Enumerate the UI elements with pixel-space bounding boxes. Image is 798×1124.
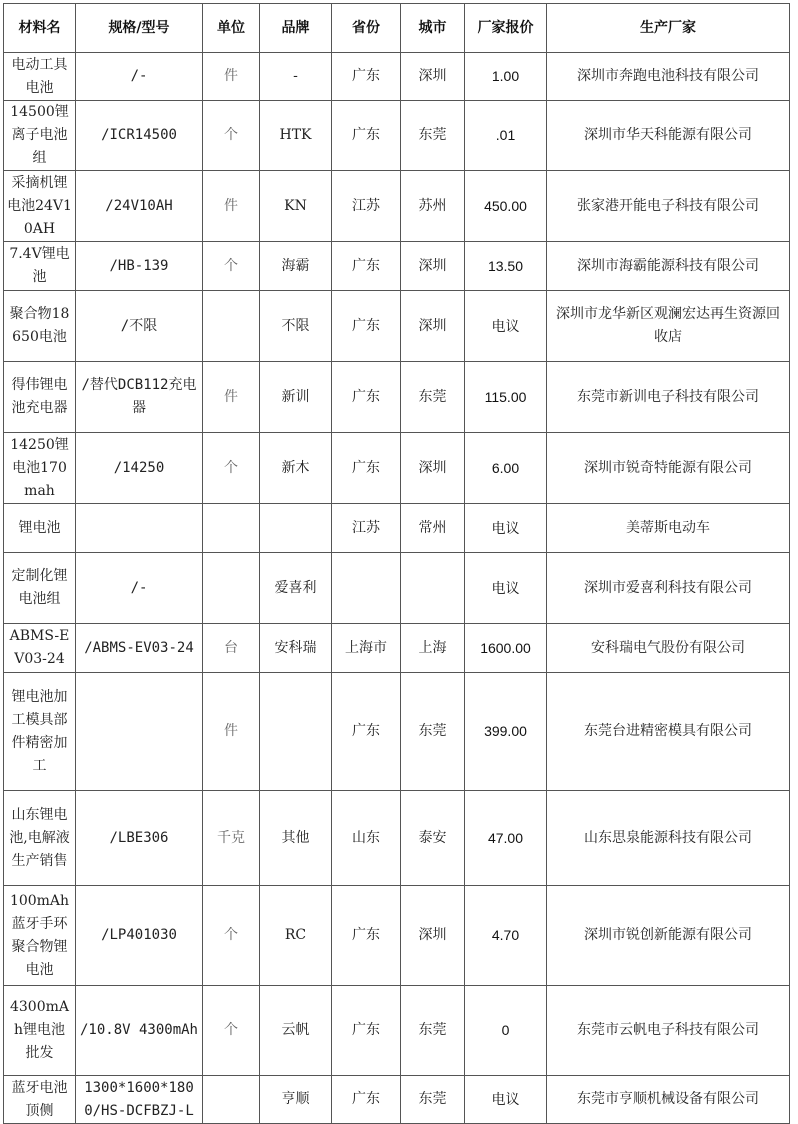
spec-model-cell: 1300*1600*1800/HS-DCFBZJ-L — [76, 1076, 203, 1124]
manufacturer-cell: 东莞市云帆电子科技有限公司 — [547, 986, 790, 1076]
header-unit: 单位 — [203, 4, 260, 53]
price-cell: 0 — [465, 986, 547, 1076]
spec-model-cell: /ICR14500 — [76, 101, 203, 171]
brand-cell: RC — [260, 886, 332, 986]
unit-cell: 个 — [203, 242, 260, 291]
material-name-cell: 14500锂离子电池组 — [4, 101, 76, 171]
table-row — [4, 171, 790, 242]
manufacturer-cell: 东莞市亨顺机械设备有限公司 — [547, 1076, 790, 1124]
province-cell: 上海市 — [332, 624, 401, 673]
province-cell: 广东 — [332, 433, 401, 504]
province-cell: 江苏 — [332, 504, 401, 553]
brand-cell: 爱喜利 — [260, 553, 332, 624]
province-cell: 广东 — [332, 53, 401, 101]
table-row — [4, 291, 790, 362]
price-cell: 450.00 — [465, 171, 547, 242]
brand-cell: 不限 — [260, 291, 332, 362]
unit-cell: 件 — [203, 673, 260, 791]
material-name-cell: 采摘机锂电池24V10AH — [4, 171, 76, 242]
city-cell: 深圳 — [401, 291, 465, 362]
material-name-cell: 蓝牙电池顶侧 — [4, 1076, 76, 1124]
table-row — [4, 242, 790, 291]
spec-model-cell: /- — [76, 53, 203, 101]
unit-cell: 个 — [203, 101, 260, 171]
price-table — [3, 3, 790, 1124]
unit-cell: 件 — [203, 362, 260, 433]
unit-cell: 个 — [203, 433, 260, 504]
city-cell: 泰安 — [401, 791, 465, 886]
table-row — [4, 433, 790, 504]
header-row — [4, 4, 790, 53]
table-row — [4, 791, 790, 886]
material-name-cell: 聚合物18650电池 — [4, 291, 76, 362]
unit-cell: 个 — [203, 986, 260, 1076]
price-cell: 47.00 — [465, 791, 547, 886]
province-cell: 广东 — [332, 986, 401, 1076]
brand-cell: 安科瑞 — [260, 624, 332, 673]
spec-model-cell: /LP401030 — [76, 886, 203, 986]
material-name-cell: 锂电池加工模具部件精密加工 — [4, 673, 76, 791]
unit-cell — [203, 1076, 260, 1124]
spec-model-cell: /24V10AH — [76, 171, 203, 242]
manufacturer-cell: 东莞市新训电子科技有限公司 — [547, 362, 790, 433]
province-cell: 广东 — [332, 291, 401, 362]
city-cell: 东莞 — [401, 101, 465, 171]
spec-model-cell — [76, 504, 203, 553]
manufacturer-cell: 山东思泉能源科技有限公司 — [547, 791, 790, 886]
material-name-cell: 4300mAh锂电池批发 — [4, 986, 76, 1076]
province-cell: 广东 — [332, 101, 401, 171]
brand-cell: - — [260, 53, 332, 101]
province-cell: 广东 — [332, 673, 401, 791]
unit-cell — [203, 553, 260, 624]
unit-cell: 件 — [203, 171, 260, 242]
price-cell: 1.00 — [465, 53, 547, 101]
price-cell: 电议 — [465, 1076, 547, 1124]
price-cell: 6.00 — [465, 433, 547, 504]
manufacturer-cell: 张家港开能电子科技有限公司 — [547, 171, 790, 242]
table-row — [4, 53, 790, 101]
table-row — [4, 1076, 790, 1124]
price-cell: .01 — [465, 101, 547, 171]
unit-cell: 个 — [203, 886, 260, 986]
material-name-cell: 14250锂电池170mah — [4, 433, 76, 504]
unit-cell — [203, 504, 260, 553]
material-name-cell: 7.4V锂电池 — [4, 242, 76, 291]
material-name-cell: 电动工具电池 — [4, 53, 76, 101]
spec-model-cell: /HB-139 — [76, 242, 203, 291]
table-row — [4, 362, 790, 433]
city-cell: 东莞 — [401, 362, 465, 433]
province-cell: 江苏 — [332, 171, 401, 242]
province-cell — [332, 553, 401, 624]
city-cell: 苏州 — [401, 171, 465, 242]
province-cell: 广东 — [332, 242, 401, 291]
unit-cell: 千克 — [203, 791, 260, 886]
table-row — [4, 553, 790, 624]
table-row — [4, 986, 790, 1076]
material-name-cell: 得伟锂电池充电器 — [4, 362, 76, 433]
manufacturer-cell: 深圳市奔跑电池科技有限公司 — [547, 53, 790, 101]
city-cell: 东莞 — [401, 1076, 465, 1124]
city-cell: 深圳 — [401, 53, 465, 101]
spec-model-cell: /ABMS-EV03-24 — [76, 624, 203, 673]
city-cell: 深圳 — [401, 886, 465, 986]
province-cell: 广东 — [332, 362, 401, 433]
header-province: 省份 — [332, 4, 401, 53]
header-spec-model: 规格/型号 — [76, 4, 203, 53]
unit-cell — [203, 291, 260, 362]
material-name-cell: ABMS-EV03-24 — [4, 624, 76, 673]
province-cell: 广东 — [332, 1076, 401, 1124]
city-cell: 深圳 — [401, 433, 465, 504]
price-cell: 4.70 — [465, 886, 547, 986]
manufacturer-cell: 安科瑞电气股份有限公司 — [547, 624, 790, 673]
table-row — [4, 101, 790, 171]
city-cell: 东莞 — [401, 673, 465, 791]
spec-model-cell: /替代DCB112充电器 — [76, 362, 203, 433]
manufacturer-cell: 深圳市锐奇特能源有限公司 — [547, 433, 790, 504]
material-name-cell: 山东锂电池,电解液生产销售 — [4, 791, 76, 886]
header-city: 城市 — [401, 4, 465, 53]
brand-cell: 亨顺 — [260, 1076, 332, 1124]
unit-cell: 件 — [203, 53, 260, 101]
price-cell: 13.50 — [465, 242, 547, 291]
header-price: 厂家报价 — [465, 4, 547, 53]
province-cell: 山东 — [332, 791, 401, 886]
city-cell — [401, 553, 465, 624]
spec-model-cell: /14250 — [76, 433, 203, 504]
price-cell: 电议 — [465, 553, 547, 624]
brand-cell — [260, 504, 332, 553]
brand-cell: HTK — [260, 101, 332, 171]
brand-cell: 海霸 — [260, 242, 332, 291]
city-cell: 深圳 — [401, 242, 465, 291]
manufacturer-cell: 深圳市龙华新区观澜宏达再生资源回收店 — [547, 291, 790, 362]
price-cell: 电议 — [465, 504, 547, 553]
header-brand: 品牌 — [260, 4, 332, 53]
brand-cell: 其他 — [260, 791, 332, 886]
material-name-cell: 定制化锂电池组 — [4, 553, 76, 624]
header-manufacturer: 生产厂家 — [547, 4, 790, 53]
material-name-cell: 100mAh蓝牙手环聚合物锂电池 — [4, 886, 76, 986]
header-material-name: 材料名 — [4, 4, 76, 53]
manufacturer-cell: 美蒂斯电动车 — [547, 504, 790, 553]
manufacturer-cell: 深圳市华天科能源有限公司 — [547, 101, 790, 171]
table-row — [4, 673, 790, 791]
manufacturer-cell: 东莞台进精密模具有限公司 — [547, 673, 790, 791]
brand-cell: 新木 — [260, 433, 332, 504]
city-cell: 东莞 — [401, 986, 465, 1076]
spec-model-cell: /LBE306 — [76, 791, 203, 886]
unit-cell: 台 — [203, 624, 260, 673]
brand-cell: KN — [260, 171, 332, 242]
spec-model-cell: /- — [76, 553, 203, 624]
table-row — [4, 504, 790, 553]
price-cell: 电议 — [465, 291, 547, 362]
brand-cell: 云帆 — [260, 986, 332, 1076]
price-cell: 115.00 — [465, 362, 547, 433]
brand-cell: 新训 — [260, 362, 332, 433]
city-cell: 上海 — [401, 624, 465, 673]
price-cell: 1600.00 — [465, 624, 547, 673]
city-cell: 常州 — [401, 504, 465, 553]
spec-model-cell: /10.8V 4300mAh — [76, 986, 203, 1076]
material-name-cell: 锂电池 — [4, 504, 76, 553]
table-row — [4, 624, 790, 673]
spec-model-cell — [76, 673, 203, 791]
price-cell: 399.00 — [465, 673, 547, 791]
table-row — [4, 886, 790, 986]
spec-model-cell: /不限 — [76, 291, 203, 362]
manufacturer-cell: 深圳市爱喜利科技有限公司 — [547, 553, 790, 624]
manufacturer-cell: 深圳市锐创新能源有限公司 — [547, 886, 790, 986]
province-cell: 广东 — [332, 886, 401, 986]
manufacturer-cell: 深圳市海霸能源科技有限公司 — [547, 242, 790, 291]
brand-cell — [260, 673, 332, 791]
